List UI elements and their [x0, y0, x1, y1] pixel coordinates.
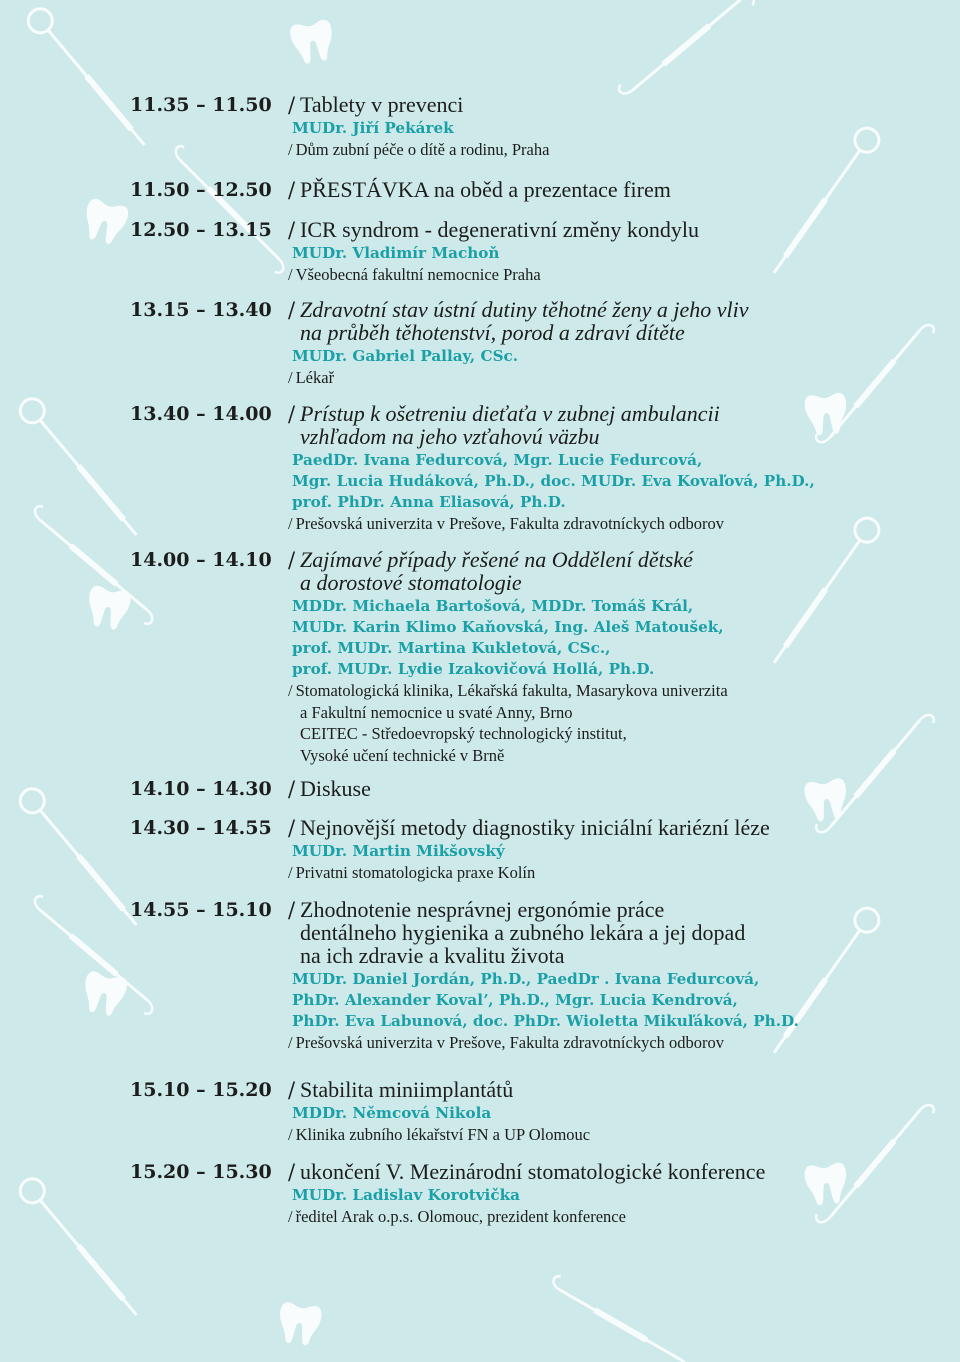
separator-slash: / [288, 1033, 293, 1052]
separator-slash: / [288, 898, 296, 922]
speaker-list [292, 841, 850, 862]
dental-mirror-icon [15, 394, 145, 543]
affiliation-text: Všeobecná fakultní nemocnice Praha [295, 265, 541, 284]
speaker-list [292, 450, 850, 513]
dental-mirror-icon [15, 784, 145, 933]
affiliation-text: Vysoké učení technické v Brně [300, 745, 505, 765]
program-entry [130, 777, 850, 800]
session-time: 13.15 – 13.40 [130, 299, 272, 321]
speaker-list [292, 969, 850, 1032]
affiliation-text: Prešovská univerzita v Prešove, Fakulta zdravotníckych odborov [295, 514, 725, 533]
affiliation-text: Klinika zubního lékařství FN a UP Olomouc [295, 1125, 591, 1144]
speaker-names: MUDr. Martin Mikšovský [292, 842, 505, 860]
separator-slash: / [288, 548, 296, 572]
separator-slash: / [288, 1078, 296, 1102]
separator-slash: / [288, 816, 296, 840]
program-entry [130, 402, 850, 535]
separator-slash: / [288, 402, 296, 426]
speaker-names: MUDr. Daniel Jordán, Ph.D., PaedDr . Ivana Fedurcová, [292, 970, 760, 988]
dental-mirror-icon [15, 1174, 145, 1323]
speaker-names: PaedDr. Ivana Fedurcová, Mgr. Lucie Fedurcová, [292, 451, 703, 469]
program-entry [130, 218, 850, 286]
separator-slash: / [288, 140, 293, 159]
speaker-list [292, 596, 850, 680]
speaker-names: MUDr. Ladislav Korotvička [292, 1186, 520, 1204]
tooth-icon [289, 19, 337, 66]
affiliation-text: ředitel Arak o.p.s. Olomouc, prezident konference [295, 1207, 626, 1226]
session-title: a dorostové stomatologie [300, 570, 522, 595]
session-title: Diskuse [300, 776, 371, 801]
program-entry [130, 898, 850, 1054]
affiliation-text: Privatni stomatologicka praxe Kolín [295, 863, 536, 882]
separator-slash: / [288, 1207, 293, 1226]
speaker-names: prof. PhDr. Anna Eliasová, Ph.D. [292, 493, 566, 511]
affiliation-text: CEITEC - Středoevropský technologický institut, [300, 724, 627, 743]
session-title: Tablety v prevenci [300, 92, 464, 117]
affiliation-text: Dům zubní péče o dítě a rodinu, Praha [295, 140, 550, 159]
affiliation [288, 1124, 850, 1146]
session-title: Zdravotní stav ústní dutiny těhotné ženy a jeho vliv [300, 297, 749, 322]
separator-slash: / [288, 298, 296, 322]
affiliation [288, 513, 850, 535]
speaker-names: MDDr. Michaela Bartošová, MDDr. Tomáš Král, [292, 597, 694, 615]
affiliation [288, 367, 850, 389]
affiliation [288, 1206, 850, 1228]
session-title: Prístup k ošetreniu dieťaťa v zubnej ambulancii [300, 401, 720, 426]
session-time: 11.35 – 11.50 [130, 94, 272, 116]
speaker-list [292, 1103, 850, 1124]
separator-slash: / [288, 514, 293, 533]
program-entry [130, 1078, 850, 1146]
program-entry [130, 548, 850, 766]
dental-probe-icon [545, 1274, 697, 1362]
separator-slash: / [288, 777, 296, 801]
affiliation-text: Prešovská univerzita v Prešove, Fakulta zdravotníckych odborov [295, 1033, 725, 1052]
affiliation-text: Stomatologická klinika, Lékařská fakulta, Masarykova univerzita [295, 681, 728, 700]
speaker-names: prof. MUDr. Martina Kukletová, CSc., [292, 639, 611, 657]
separator-slash: / [288, 368, 293, 387]
speaker-names: MUDr. Jiří Pekárek [292, 119, 454, 137]
speaker-list [292, 346, 850, 367]
session-title: Stabilita miniimplantátů [300, 1077, 514, 1102]
session-time: 13.40 – 14.00 [130, 403, 272, 425]
separator-slash: / [288, 178, 296, 202]
tooth-icon [276, 1301, 323, 1347]
dental-probe-icon [617, 0, 756, 106]
session-title: Nejnovější metody diagnostiky iniciální kariézní léze [300, 815, 770, 840]
session-title: Zajímavé případy řešené na Oddělení dětské [300, 547, 693, 572]
session-title: dentálneho hygienika a zubného lekára a jej dopad [300, 920, 746, 945]
speaker-names: PhDr. Alexander Kovalʼ, Ph.D., Mgr. Lucia Kendrová, [292, 991, 738, 1009]
speaker-list [292, 118, 850, 139]
affiliation [288, 264, 850, 286]
program-entry [130, 178, 850, 201]
separator-slash: / [288, 218, 296, 242]
session-time: 15.20 – 15.30 [130, 1161, 272, 1183]
speaker-list [292, 1185, 850, 1206]
speaker-names: PhDr. Eva Labunová, doc. PhDr. Wioletta Mikuľáková, Ph.D. [292, 1012, 799, 1030]
speaker-names: prof. MUDr. Lydie Izakovičová Hollá, Ph.D. [292, 660, 655, 678]
affiliation-text: Lékař [295, 368, 335, 387]
session-title: ICR syndrom - degenerativní změny kondylu [300, 217, 699, 242]
speaker-names: Mgr. Lucia Hudáková, Ph.D., doc. MUDr. Eva Kovaľová, Ph.D., [292, 472, 815, 490]
speaker-names: MUDr. Gabriel Pallay, CSc. [292, 347, 519, 365]
program-entry [130, 816, 850, 884]
affiliation [288, 862, 850, 884]
separator-slash: / [288, 93, 296, 117]
speaker-names: MDDr. Němcová Nikola [292, 1104, 492, 1122]
speaker-names: MUDr. Karin Klimo Kaňovská, Ing. Aleš Matoušek, [292, 618, 724, 636]
session-time: 14.10 – 14.30 [130, 778, 272, 800]
session-title: PŘESTÁVKA na oběd a prezentace firem [300, 177, 671, 202]
session-time: 14.30 – 14.55 [130, 817, 272, 839]
separator-slash: / [288, 681, 293, 700]
affiliation [288, 680, 850, 766]
separator-slash: / [288, 863, 293, 882]
separator-slash: / [288, 265, 293, 284]
session-title: ukončení V. Mezinárodní stomatologické konference [300, 1159, 766, 1184]
session-title: vzhľadom na jeho vzťahovú väzbu [300, 424, 600, 449]
affiliation [288, 1032, 850, 1054]
separator-slash: / [288, 1160, 296, 1184]
session-time: 14.00 – 14.10 [130, 549, 272, 571]
program-entry [130, 93, 850, 161]
session-time: 14.55 – 15.10 [130, 899, 272, 921]
speaker-names: MUDr. Vladimír Machoň [292, 244, 500, 262]
session-title: Zhodnotenie nesprávnej ergonómie práce [300, 897, 665, 922]
program-entry [130, 298, 850, 389]
session-time: 15.10 – 15.20 [130, 1079, 272, 1101]
session-time: 12.50 – 13.15 [130, 219, 272, 241]
speaker-list [292, 243, 850, 264]
affiliation [288, 139, 850, 161]
tooth-icon [80, 197, 131, 247]
separator-slash: / [288, 1125, 293, 1144]
session-time: 11.50 – 12.50 [130, 179, 272, 201]
program-entry [130, 1160, 850, 1228]
session-title: na průběh těhotenství, porod a zdraví dítěte [300, 320, 685, 345]
affiliation-text: a Fakultní nemocnice u svaté Anny, Brno [300, 702, 573, 722]
session-title: na ich zdravie a kvalitu života [300, 943, 565, 968]
